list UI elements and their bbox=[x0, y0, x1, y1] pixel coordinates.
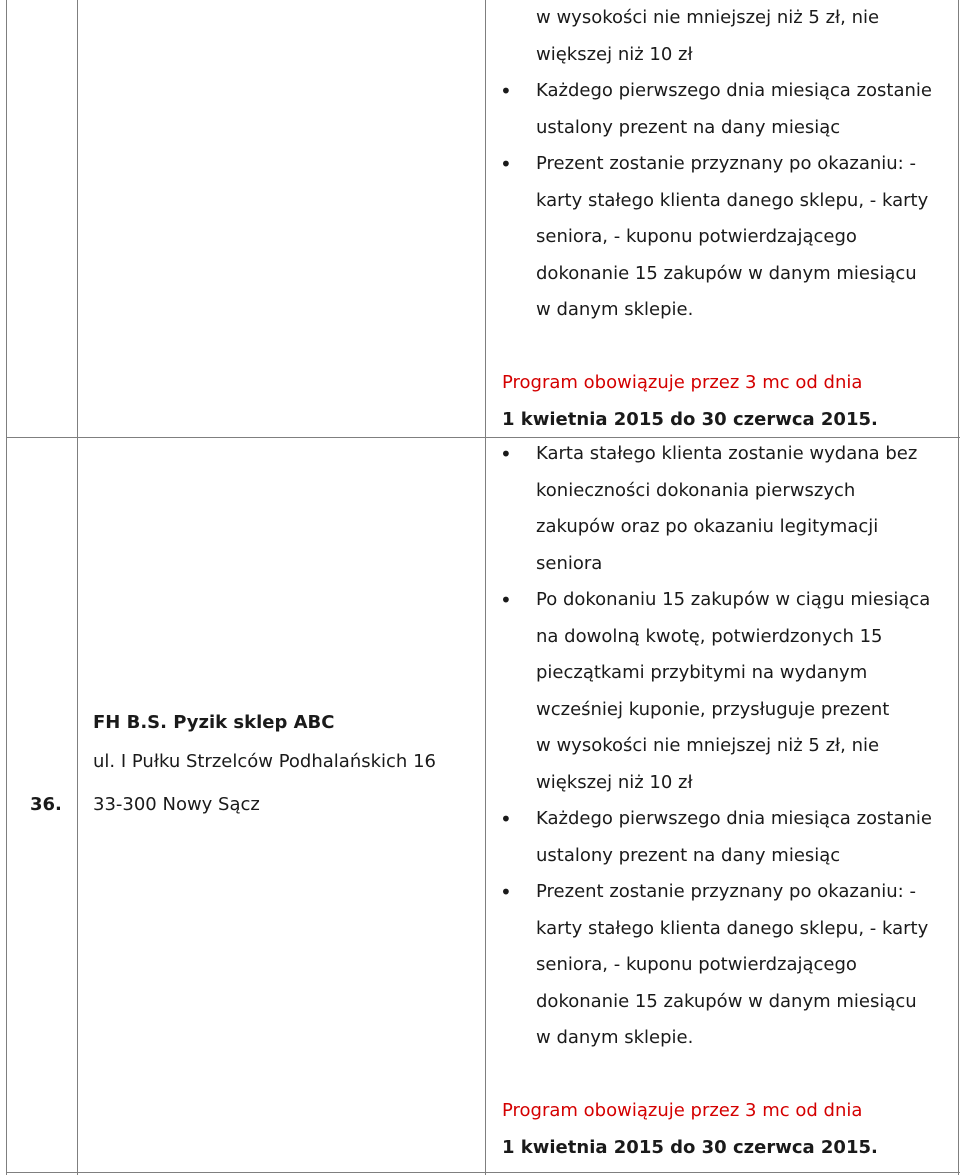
description-line: dokonanie 15 zakupów w danym miesiącu bbox=[536, 262, 917, 284]
description-line: ustalony prezent na dany miesiąc bbox=[536, 844, 841, 866]
description-line: w wysokości nie mniejszej niż 5 zł, nie bbox=[536, 7, 880, 28]
description-line: dokonanie 15 zakupów w danym miesiącu bbox=[536, 990, 917, 1012]
description-line: karty stałego klienta danego sklepu, - karty bbox=[536, 189, 929, 211]
store-address-block bbox=[93, 712, 473, 837]
bullet-item: • Po dokonaniu 15 zakupów w ciągu miesiąca bbox=[488, 582, 948, 619]
bullet-item: • Prezent zostanie przyznany po okazaniu: - bbox=[488, 874, 948, 911]
program-validity-text: Program obowiązuje przez 3 mc od dnia bbox=[502, 1100, 863, 1121]
description-line: w danym sklepie. bbox=[536, 299, 694, 320]
description-line: pieczątkami przybitymi na wydanym bbox=[536, 662, 868, 683]
description-line: na dowolną kwotę, potwierdzonych 15 bbox=[536, 625, 883, 647]
description-line: w danym sklepie. bbox=[536, 1027, 694, 1048]
description-line: konieczności dokonania pierwszych bbox=[536, 479, 856, 501]
bullet-item: • Każdego pierwszego dnia miesiąca zostanie bbox=[488, 801, 948, 838]
description-line: większej niż 10 zł bbox=[536, 43, 693, 65]
row-number: 36. bbox=[30, 794, 62, 815]
description-line: ustalony prezent na dany miesiąc bbox=[536, 116, 841, 138]
previous-row-description bbox=[488, 0, 948, 438]
offer-description bbox=[488, 436, 948, 1166]
program-validity-text: Program obowiązuje przez 3 mc od dnia bbox=[502, 372, 863, 393]
description-line: karty stałego klienta danego sklepu, - karty bbox=[536, 917, 929, 939]
bullet-item: • Każdego pierwszego dnia miesiąca zostanie bbox=[488, 73, 948, 110]
table-divider-col2 bbox=[485, 0, 486, 1175]
description-line: wcześniej kuponie, przysługuje prezent bbox=[536, 698, 890, 720]
description-line: seniora, - kuponu potwierdzającego bbox=[536, 226, 857, 247]
bullet-item: • Prezent zostanie przyznany po okazaniu: - bbox=[488, 146, 948, 183]
table-border-bottom bbox=[6, 1172, 960, 1173]
store-city: 33-300 Nowy Sącz bbox=[93, 794, 260, 815]
description-line: większej niż 10 zł bbox=[536, 771, 693, 793]
description-line: seniora bbox=[536, 552, 603, 574]
store-name: FH B.S. Pyzik sklep ABC bbox=[93, 712, 335, 733]
program-dates: 1 kwietnia 2015 do 30 czerwca 2015. bbox=[502, 1136, 878, 1158]
description-line: seniora, - kuponu potwierdzającego bbox=[536, 954, 857, 975]
table-border-left bbox=[6, 0, 7, 1175]
bullet-item: • Karta stałego klienta zostanie wydana bez bbox=[488, 436, 948, 473]
store-street: ul. I Pułku Strzelców Podhalańskich 16 bbox=[93, 751, 436, 772]
description-line: zakupów oraz po okazaniu legitymacji bbox=[536, 516, 879, 537]
program-dates: 1 kwietnia 2015 do 30 czerwca 2015. bbox=[502, 408, 878, 430]
table-divider-col1 bbox=[77, 0, 78, 1175]
description-line: w wysokości nie mniejszej niż 5 zł, nie bbox=[536, 735, 880, 756]
table-border-right bbox=[958, 0, 959, 1175]
